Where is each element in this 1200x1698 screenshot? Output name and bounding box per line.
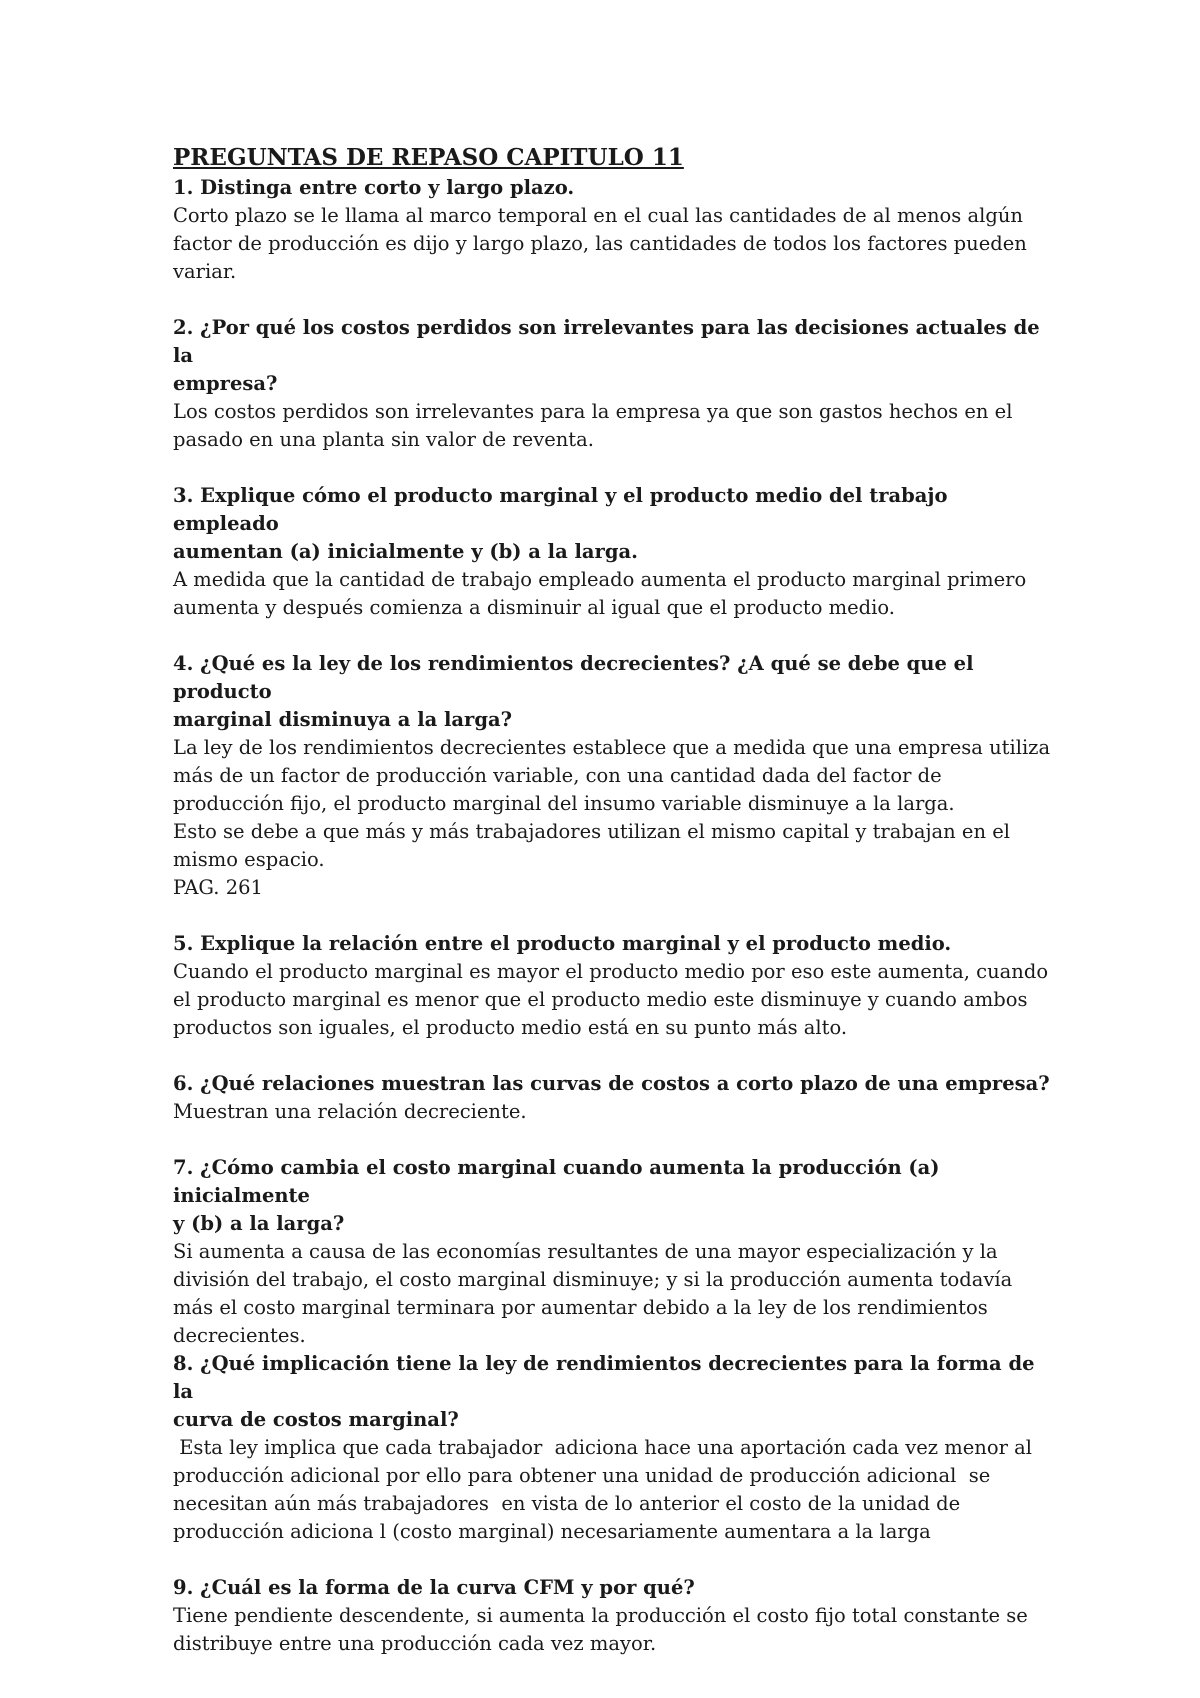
question-line: 9. ¿Cuál es la forma de la curva CFM y por qué? xyxy=(173,1576,695,1599)
answer-line: más el costo marginal terminara por aumentar debido a la ley de los rendimientos xyxy=(173,1296,988,1319)
answer-text xyxy=(173,1238,1053,1350)
question-block xyxy=(173,930,1053,1042)
answer-line: producción adicional por ello para obtener una unidad de producción adicional se xyxy=(173,1464,991,1487)
answer-line: más de un factor de producción variable, con una cantidad dada del factor de xyxy=(173,764,942,787)
question-block xyxy=(173,1154,1053,1350)
question-block xyxy=(173,650,1053,902)
answer-line: aumenta y después comienza a disminuir al igual que el producto medio. xyxy=(173,596,895,619)
answer-text xyxy=(173,958,1053,1042)
answer-line: Muestran una relación decreciente. xyxy=(173,1100,527,1123)
answer-text xyxy=(173,1434,1053,1546)
answer-text xyxy=(173,734,1053,902)
answer-line: PAG. 261 xyxy=(173,876,263,899)
question-line: 5. Explique la relación entre el producto marginal y el producto medio. xyxy=(173,932,952,955)
answer-line: La ley de los rendimientos decrecientes establece que a medida que una empresa utiliza xyxy=(173,736,1051,759)
answer-text xyxy=(173,566,1053,622)
answer-line: producción adiciona l (costo marginal) necesariamente aumentara a la larga xyxy=(173,1520,931,1543)
question-list xyxy=(173,174,1053,1658)
question-text xyxy=(173,650,1053,734)
question-line: 3. Explique cómo el producto marginal y el producto medio del trabajo empleado xyxy=(173,484,948,535)
answer-text xyxy=(173,202,1053,286)
answer-text xyxy=(173,1602,1053,1658)
question-line: 2. ¿Por qué los costos perdidos son irrelevantes para las decisiones actuales de la xyxy=(173,316,1040,367)
question-block xyxy=(173,1350,1053,1546)
answer-line: Esto se debe a que más y más trabajadores utilizan el mismo capital y trabajan en el xyxy=(173,820,1010,843)
question-text xyxy=(173,1350,1053,1434)
question-text xyxy=(173,1574,1053,1602)
question-text xyxy=(173,930,1053,958)
answer-line: pasado en una planta sin valor de reventa. xyxy=(173,428,594,451)
question-line: y (b) a la larga? xyxy=(173,1212,345,1235)
answer-line: división del trabajo, el costo marginal disminuye; y si la producción aumenta todavía xyxy=(173,1268,1013,1291)
question-text xyxy=(173,174,1053,202)
question-line: curva de costos marginal? xyxy=(173,1408,459,1431)
answer-line: el producto marginal es menor que el producto medio este disminuye y cuando ambos xyxy=(173,988,1028,1011)
question-block xyxy=(173,482,1053,622)
answer-text xyxy=(173,398,1053,454)
answer-line: Esta ley implica que cada trabajador adiciona hace una aportación cada vez menor al xyxy=(173,1436,1032,1459)
answer-line: A medida que la cantidad de trabajo empleado aumenta el producto marginal primero xyxy=(173,568,1027,591)
document-body xyxy=(173,143,1053,1658)
answer-line: producción fijo, el producto marginal del insumo variable disminuye a la larga. xyxy=(173,792,955,815)
answer-line: distribuye entre una producción cada vez mayor. xyxy=(173,1632,657,1655)
question-line: 1. Distinga entre corto y largo plazo. xyxy=(173,176,575,199)
question-line: 7. ¿Cómo cambia el costo marginal cuando aumenta la producción (a) inicialmente xyxy=(173,1156,940,1207)
question-text xyxy=(173,482,1053,566)
question-line: 8. ¿Qué implicación tiene la ley de rendimientos decrecientes para la forma de la xyxy=(173,1352,1035,1403)
question-line: empresa? xyxy=(173,372,278,395)
answer-line: decrecientes. xyxy=(173,1324,306,1347)
answer-line: variar. xyxy=(173,260,237,283)
question-line: aumentan (a) inicialmente y (b) a la larga. xyxy=(173,540,638,563)
answer-line: Corto plazo se le llama al marco temporal en el cual las cantidades de al menos algún xyxy=(173,204,1023,227)
question-block xyxy=(173,174,1053,286)
answer-line: productos son iguales, el producto medio está en su punto más alto. xyxy=(173,1016,848,1039)
answer-text xyxy=(173,1098,1053,1126)
question-text xyxy=(173,314,1053,398)
answer-line: Cuando el producto marginal es mayor el producto medio por eso este aumenta, cuando xyxy=(173,960,1049,983)
question-text xyxy=(173,1070,1053,1098)
answer-line: Los costos perdidos son irrelevantes para la empresa ya que son gastos hechos en el xyxy=(173,400,1013,423)
question-line: 4. ¿Qué es la ley de los rendimientos decrecientes? ¿A qué se debe que el producto xyxy=(173,652,974,703)
question-block xyxy=(173,1070,1053,1126)
question-block xyxy=(173,1574,1053,1658)
question-line: marginal disminuya a la larga? xyxy=(173,708,513,731)
answer-line: necesitan aún más trabajadores en vista de lo anterior el costo de la unidad de xyxy=(173,1492,961,1515)
answer-line: Tiene pendiente descendente, si aumenta la producción el costo fijo total constante se xyxy=(173,1604,1028,1627)
page-title: PREGUNTAS DE REPASO CAPITULO 11 xyxy=(173,144,684,171)
answer-line: factor de producción es dijo y largo plazo, las cantidades de todos los factores pueden xyxy=(173,232,1027,255)
answer-line: mismo espacio. xyxy=(173,848,325,871)
question-line: 6. ¿Qué relaciones muestran las curvas de costos a corto plazo de una empresa? xyxy=(173,1072,1050,1095)
question-block xyxy=(173,314,1053,454)
answer-line: Si aumenta a causa de las economías resultantes de una mayor especialización y la xyxy=(173,1240,998,1263)
question-text xyxy=(173,1154,1053,1238)
